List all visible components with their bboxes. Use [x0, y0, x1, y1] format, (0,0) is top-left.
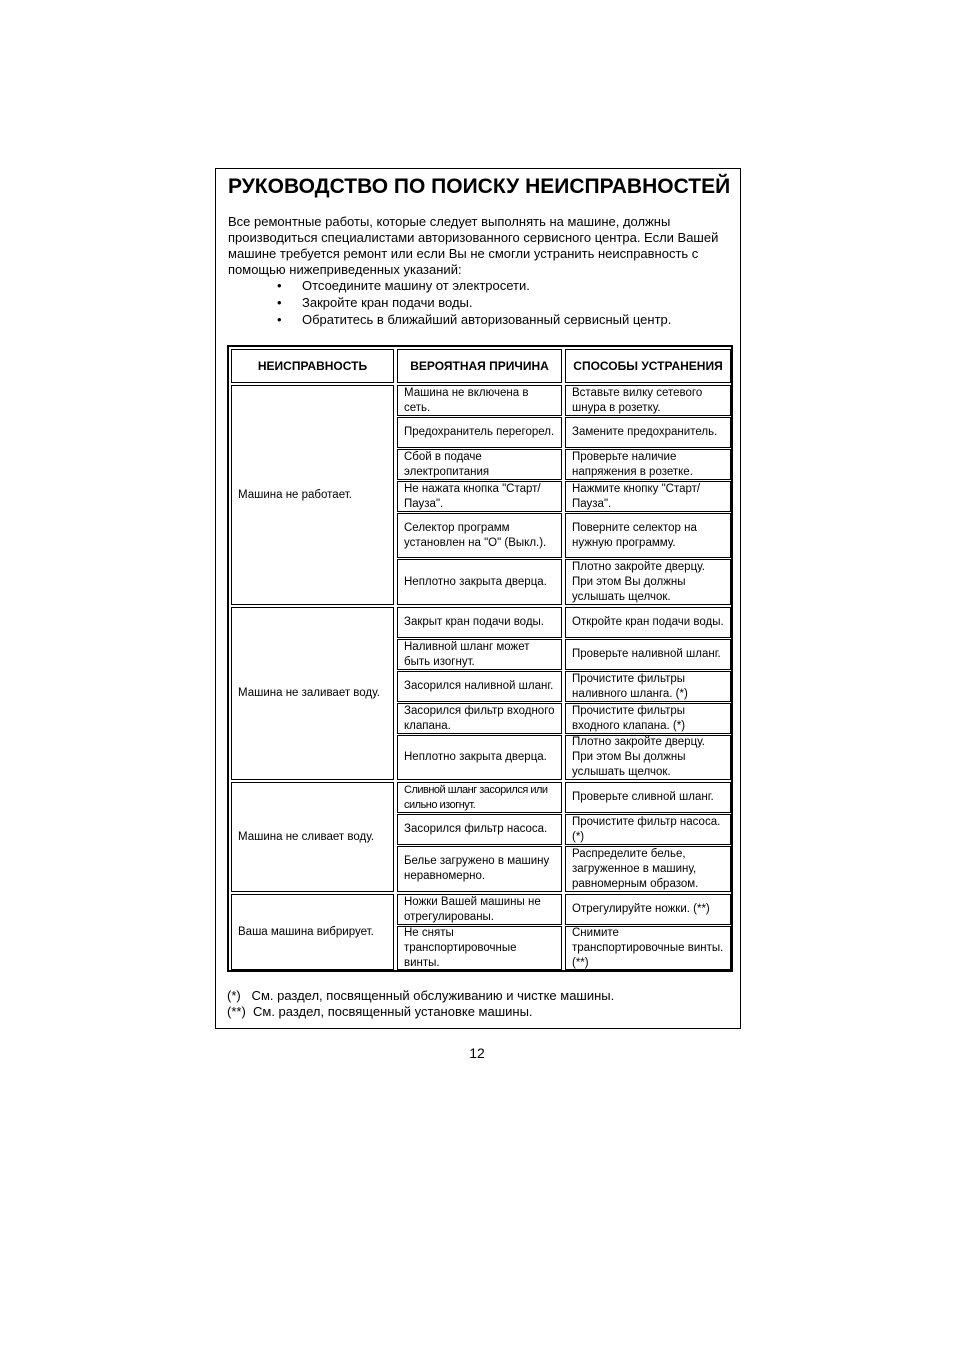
- problem-cell: Машина не работает.: [231, 385, 394, 605]
- page-title: РУКОВОДСТВО ПО ПОИСКУ НЕИСПРАВНОСТЕЙ: [228, 175, 731, 198]
- footnotes: [227, 988, 614, 1020]
- footnote: (**) См. раздел, посвященный установке машины.: [227, 1004, 533, 1019]
- cause-cell: Неплотно закрыта дверца.: [397, 559, 562, 605]
- instruction-list: [274, 277, 671, 328]
- remedy-cell: Проверьте наливной шланг.: [565, 639, 731, 670]
- remedy-cell: Прочистите фильтр насоса. (*): [565, 814, 731, 845]
- problem-cell: Машина не заливает воду.: [231, 607, 394, 780]
- remedy-cell: Проверьте сливной шланг.: [565, 782, 731, 813]
- list-item: • Закройте кран подачи воды.: [274, 294, 671, 311]
- remedy-cell: Отрегулируйте ножки. (**): [565, 894, 731, 925]
- cause-cell: Селектор программ установлен на "О" (Выкл.).: [397, 513, 562, 558]
- cause-cell: Засорился наливной шланг.: [397, 671, 562, 702]
- cause-cell: Не нажата кнопка "Старт/Пауза".: [397, 481, 562, 512]
- problem-cell: Машина не сливает воду.: [231, 782, 394, 892]
- remedy-cell: Прочистите фильтры входного клапана. (*): [565, 703, 731, 734]
- list-item: • Обратитесь в ближайший авторизованный сервисный центр.: [274, 311, 671, 328]
- cause-cell: Белье загружено в машину неравномерно.: [397, 846, 562, 892]
- cause-cell: Сливной шланг засорился или сильно изогнут.: [397, 782, 562, 813]
- remedy-cell: Вставьте вилку сетевого шнура в розетку.: [565, 385, 731, 416]
- problem-cell: Ваша машина вибрирует.: [231, 894, 394, 970]
- remedy-cell: Снимите транспортировочные винты. (**): [565, 926, 731, 970]
- troubleshooting-table: [227, 345, 733, 972]
- column-header-remedy: СПОСОБЫ УСТРАНЕНИЯ: [565, 349, 731, 383]
- remedy-cell: Откройте кран подачи воды.: [565, 607, 731, 638]
- cause-cell: Не сняты транспортировочные винты.: [397, 926, 562, 970]
- remedy-cell: Нажмите кнопку "Старт/Пауза".: [565, 481, 731, 512]
- cause-cell: Неплотно закрыта дверца.: [397, 735, 562, 780]
- troubleshooting-frame: [215, 168, 741, 1029]
- cause-cell: Сбой в подаче электропитания: [397, 449, 562, 480]
- page-number: 12: [469, 1045, 485, 1061]
- cause-cell: Машина не включена в сеть.: [397, 385, 562, 416]
- cause-cell: Закрыт кран подачи воды.: [397, 607, 562, 638]
- footnote: (*) См. раздел, посвященный обслуживанию и чистке машины.: [227, 988, 615, 1003]
- cause-cell: Ножки Вашей машины не отрегулированы.: [397, 894, 562, 925]
- list-item: • Отсоедините машину от электросети.: [274, 277, 671, 294]
- remedy-cell: Плотно закройте дверцу. При этом Вы должны услышать щелчок.: [565, 735, 731, 780]
- remedy-cell: Проверьте наличие напряжения в розетке.: [565, 449, 731, 480]
- cause-cell: Засорился фильтр насоса.: [397, 814, 562, 845]
- remedy-cell: Плотно закройте дверцу. При этом Вы должны услышать щелчок.: [565, 559, 731, 605]
- cause-cell: Наливной шланг может быть изогнут.: [397, 639, 562, 670]
- remedy-cell: Поверните селектор на нужную программу.: [565, 513, 731, 558]
- cause-cell: Засорился фильтр входного клапана.: [397, 703, 562, 734]
- column-header-cause: ВЕРОЯТНАЯ ПРИЧИНА: [397, 349, 562, 383]
- remedy-cell: Распределите белье, загруженное в машину, равномерным образом.: [565, 846, 731, 892]
- cause-cell: Предохранитель перегорел.: [397, 417, 562, 448]
- intro-paragraph: Все ремонтные работы, которые следует выполнять на машине, должны производиться специалистами авторизованного сервисного центра. Если Вашей машине требуется ремонт или если Вы не смогли устранить неисправность с помощью нижеприведенных указаний:: [228, 214, 719, 277]
- remedy-cell: Прочистите фильтры наливного шланга. (*): [565, 671, 731, 702]
- remedy-cell: Замените предохранитель.: [565, 417, 731, 448]
- column-header-problem: НЕИСПРАВНОСТЬ: [231, 349, 394, 383]
